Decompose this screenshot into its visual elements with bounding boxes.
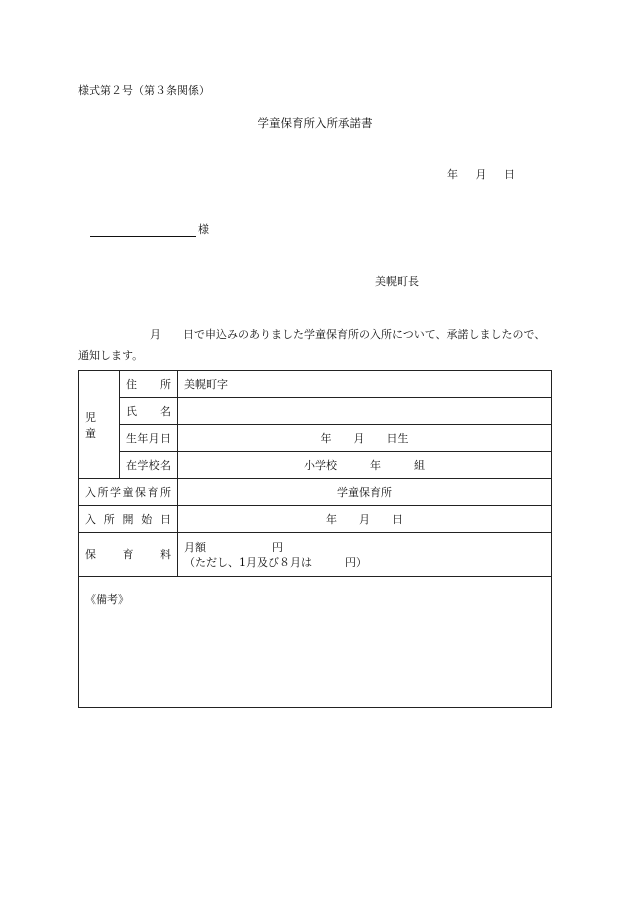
birthdate-value: 年 月 日生 xyxy=(178,425,552,452)
address-value: 美幌町字 xyxy=(178,371,552,398)
addressee-suffix: 様 xyxy=(198,223,209,236)
fee-monthly: 月額 円 xyxy=(184,540,283,554)
fee-value xyxy=(178,533,552,577)
addressee xyxy=(90,221,209,237)
facility-value: 学童保育所 xyxy=(178,479,552,506)
table-row xyxy=(79,577,552,708)
table-row xyxy=(79,479,552,506)
approval-form-table xyxy=(78,370,552,708)
issue-date: 年 月 日 xyxy=(447,168,515,181)
name-label: 氏 名 xyxy=(120,398,178,425)
notice-text: 月 日で申込みのありました学童保育所の入所について、承諾しましたので、通知します。 xyxy=(78,328,546,362)
birthdate-label: 生年月日 xyxy=(120,425,178,452)
fee-label: 保育料 xyxy=(79,533,178,577)
school-label: 在学校名 xyxy=(120,452,178,479)
table-row xyxy=(79,452,552,479)
table-row xyxy=(79,371,552,398)
table-row xyxy=(79,533,552,577)
child-group-label: 児 童 xyxy=(79,371,120,479)
form-number: 様式第２号（第３条関係） xyxy=(78,84,210,97)
start-date-label: 入所開始日 xyxy=(79,506,178,533)
addressee-name-line xyxy=(90,225,196,237)
start-date-value: 年 月 日 xyxy=(178,506,552,533)
address-label: 住 所 xyxy=(120,371,178,398)
school-value: 小学校 年 組 xyxy=(178,452,552,479)
facility-label: 入所学童保育所 xyxy=(79,479,178,506)
issuer-name: 美幌町長 xyxy=(375,275,419,288)
fee-exception: （ただし、1月及び８月は 円） xyxy=(184,555,367,569)
remarks-field: 《備考》 xyxy=(79,577,552,708)
document-title: 学童保育所入所承諾書 xyxy=(257,116,373,130)
name-value xyxy=(178,398,552,425)
table-row xyxy=(79,425,552,452)
table-row xyxy=(79,506,552,533)
table-row xyxy=(79,398,552,425)
